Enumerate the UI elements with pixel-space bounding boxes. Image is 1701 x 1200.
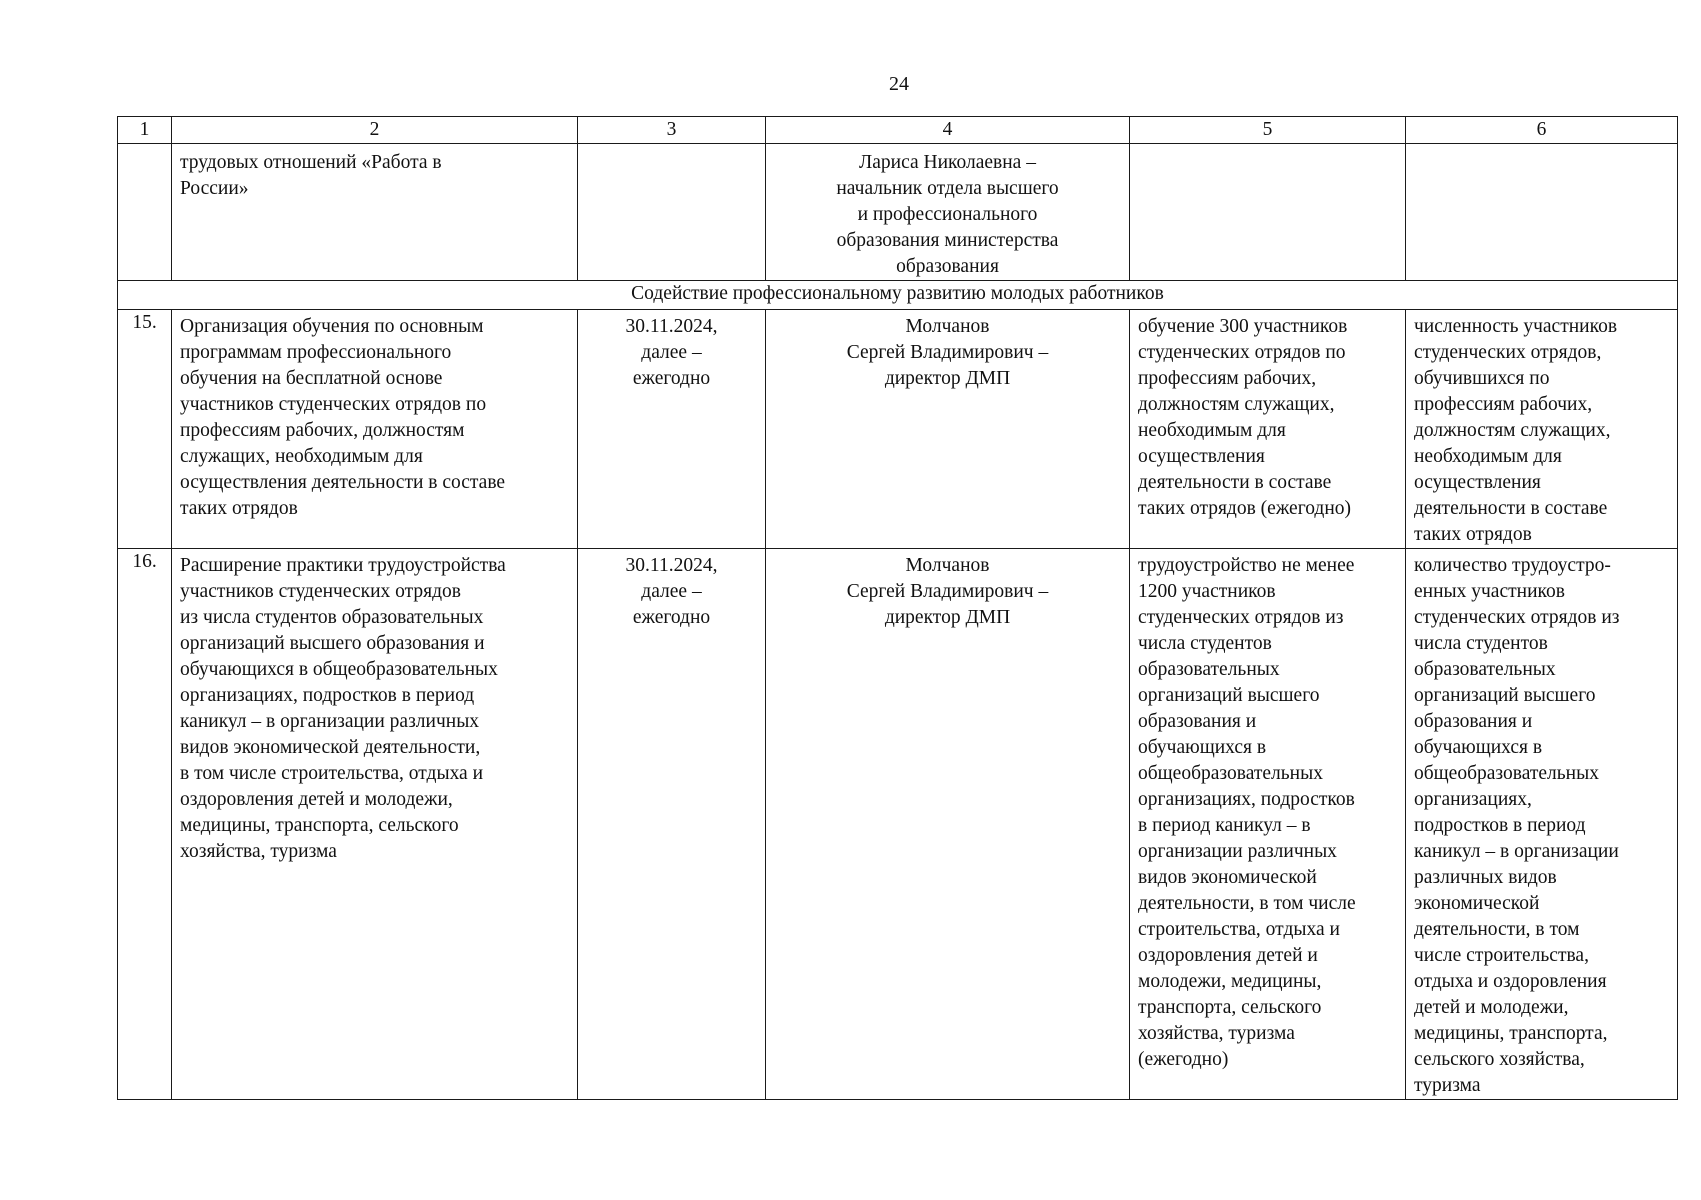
column-number-1: 1 [118,117,172,144]
deadline-cell: 30.11.2024, далее – ежегодно [578,310,766,549]
page-number: 24 [889,73,909,95]
table-row [118,549,1678,1100]
result-cell [1130,144,1406,281]
indicator-cell: количество трудоустро- енных участников студенческих отрядов из числа студентов образовательных организаций высшего образования и обучающихся в общеобразовательных организациях, подростков в период каникул – в организации различных видов экономической деятельности, в том числе строительства, отдыха и оздоровления детей и молодежи, медицины, транспорта, сельского хозяйства, туризма [1406,549,1678,1100]
measure-cell: трудовых отношений «Работа в России» [172,144,578,281]
indicator-cell [1406,144,1678,281]
responsible-cell: Молчанов Сергей Владимирович – директор ДМП [766,549,1130,1100]
measure-cell: Расширение практики трудоустройства участников студенческих отрядов из числа студентов образовательных организаций высшего образования и обучающихся в общеобразовательных организациях, подростков в период каникул – в организации различных видов экономической деятельности, в том числе строительства, отдыха и оздоровления детей и молодежи, медицины, транспорта, сельского хозяйства, туризма [172,549,578,1100]
responsible-cell: Лариса Николаевна – начальник отдела высшего и профессионального образования министерства образования [766,144,1130,281]
result-cell: трудоустройство не менее 1200 участников студенческих отрядов из числа студентов образовательных организаций высшего образования и обучающихся в общеобразовательных организациях, подростков в период каникул – в организации различных видов экономической деятельности, в том числе строительства, отдыха и оздоровления детей и молодежи, медицины, транспорта, сельского хозяйства, туризма (ежегодно) [1130,549,1406,1100]
table-row [118,310,1678,549]
table-row [118,144,1678,281]
column-number-5: 5 [1130,117,1406,144]
deadline-cell [578,144,766,281]
column-number-3: 3 [578,117,766,144]
row-number-cell: 16. [118,549,172,1100]
responsible-cell: Молчанов Сергей Владимирович – директор ДМП [766,310,1130,549]
indicator-cell: численность участников студенческих отрядов, обучившихся по профессиям рабочих, должностям служащих, необходимым для осуществления деятельности в составе таких отрядов [1406,310,1678,549]
column-number-6: 6 [1406,117,1678,144]
measure-cell: Организация обучения по основным программам профессионального обучения на бесплатной основе участников студенческих отрядов по профессиям рабочих, должностям служащих, необходимым для осуществления деятельности в составе таких отрядов [172,310,578,549]
row-number-cell [118,144,172,281]
row-number-cell: 15. [118,310,172,549]
plan-table [117,116,1678,1100]
section-title: Содействие профессиональному развитию молодых работников [118,281,1678,310]
table-header-row [118,117,1678,144]
column-number-4: 4 [766,117,1130,144]
deadline-cell: 30.11.2024, далее – ежегодно [578,549,766,1100]
column-number-2: 2 [172,117,578,144]
result-cell: обучение 300 участников студенческих отрядов по профессиям рабочих, должностям служащих, необходимым для осуществления деятельности в составе таких отрядов (ежегодно) [1130,310,1406,549]
section-row [118,281,1678,310]
